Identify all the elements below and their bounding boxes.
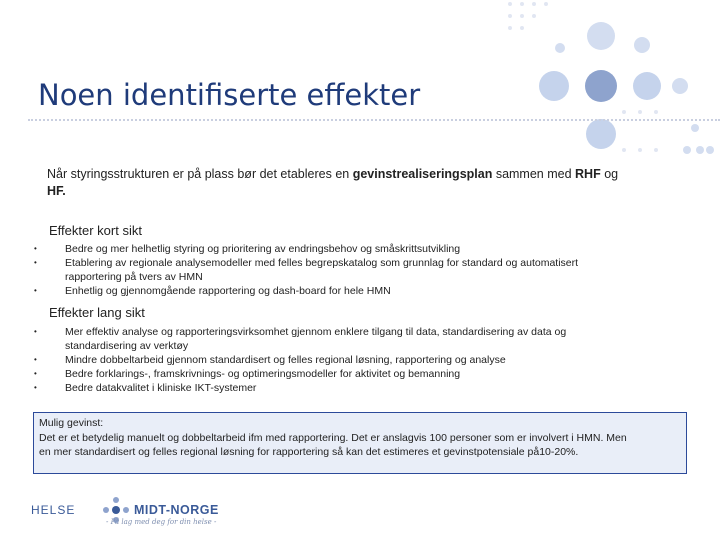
callout-text-line: Det er et betydelig manuelt og dobbeltarbeid ifm med rapportering. Det er anslagvis 100 personer som er involvert i HMN. Men [39, 431, 627, 444]
long-term-heading: Effekter lang sikt [49, 305, 145, 320]
bullet-item [34, 242, 634, 256]
bullet-text: Mindre dobbeltarbeid gjennom standardisert og felles regional løsning, rapportering og analyse [65, 354, 506, 366]
callout-title: Mulig gevinst: [39, 417, 104, 429]
dot [691, 124, 699, 132]
title-divider [28, 119, 720, 121]
bullet-text: Bedre forklarings-, framskrivnings- og optimeringsmodeller for aktivitet og bemanning [65, 368, 461, 380]
bullet-text: Mer effektiv analyse og rapporteringsvirksomhet gjennom enklere tilgang til data, standardisering av data og [65, 326, 567, 338]
dot [683, 146, 691, 154]
dot [672, 78, 688, 94]
bullet-icon: • [34, 258, 37, 267]
callout-text-line: en mer standardisert og felles regional løsning for rapportering så kan det estimeres et gevinstpotensiale på10-20%. [39, 446, 579, 458]
bullet-text: Etablering av regionale analysemodeller med felles begrepskatalog som grunnlag for standard og automatisert [65, 257, 579, 269]
logo-midt-norge-text: MIDT-NORGE [134, 503, 219, 517]
logo-helse-text: HELSE [31, 503, 76, 517]
bullet-text: Enhetlig og gjennomgående rapportering og dash-board for hele HMN [65, 285, 391, 297]
bullet-text: Bedre og mer helhetlig styring og prioritering av endringsbehov og småskrittsutvikling [65, 243, 461, 255]
dot [633, 72, 661, 100]
bullet-text: Bedre datakvalitet i kliniske IKT-systemer [65, 382, 257, 394]
short-term-heading: Effekter kort sikt [49, 223, 142, 238]
bullet-item [34, 381, 634, 395]
bullet-text: rapportering på tvers av HMN [65, 271, 203, 283]
dot [587, 22, 615, 50]
bullet-item [34, 353, 634, 367]
bullet-icon: • [34, 244, 37, 253]
short-term-list [34, 242, 634, 298]
helse-midt-norge-logo [30, 494, 290, 530]
dot [585, 70, 617, 102]
bullet-icon: • [34, 355, 37, 364]
bullet-item [34, 256, 634, 284]
bullet-icon: • [34, 286, 37, 295]
bullet-icon: • [34, 383, 37, 392]
dot [539, 71, 569, 101]
dot [634, 37, 650, 53]
bullet-icon: • [34, 369, 37, 378]
dot [696, 146, 704, 154]
intro-text: Når styringsstrukturen er på plass bør det etableres en gevinstrealiseringsplan sammen med RHF og HF. [47, 167, 619, 198]
dot [586, 119, 616, 149]
bullet-item [34, 284, 634, 298]
dot [555, 43, 565, 53]
bullet-text: standardisering av verktøy [65, 340, 189, 352]
gain-callout [33, 412, 687, 474]
dot [706, 146, 714, 154]
logo-tagline: - På lag med deg for din helse - [106, 518, 217, 526]
page-title: Noen identifiserte effekter [38, 78, 421, 112]
bullet-item [34, 367, 634, 381]
bullet-item [34, 325, 634, 353]
bullet-icon: • [34, 327, 37, 336]
long-term-list [34, 325, 634, 395]
decorative-dots [500, 0, 720, 160]
